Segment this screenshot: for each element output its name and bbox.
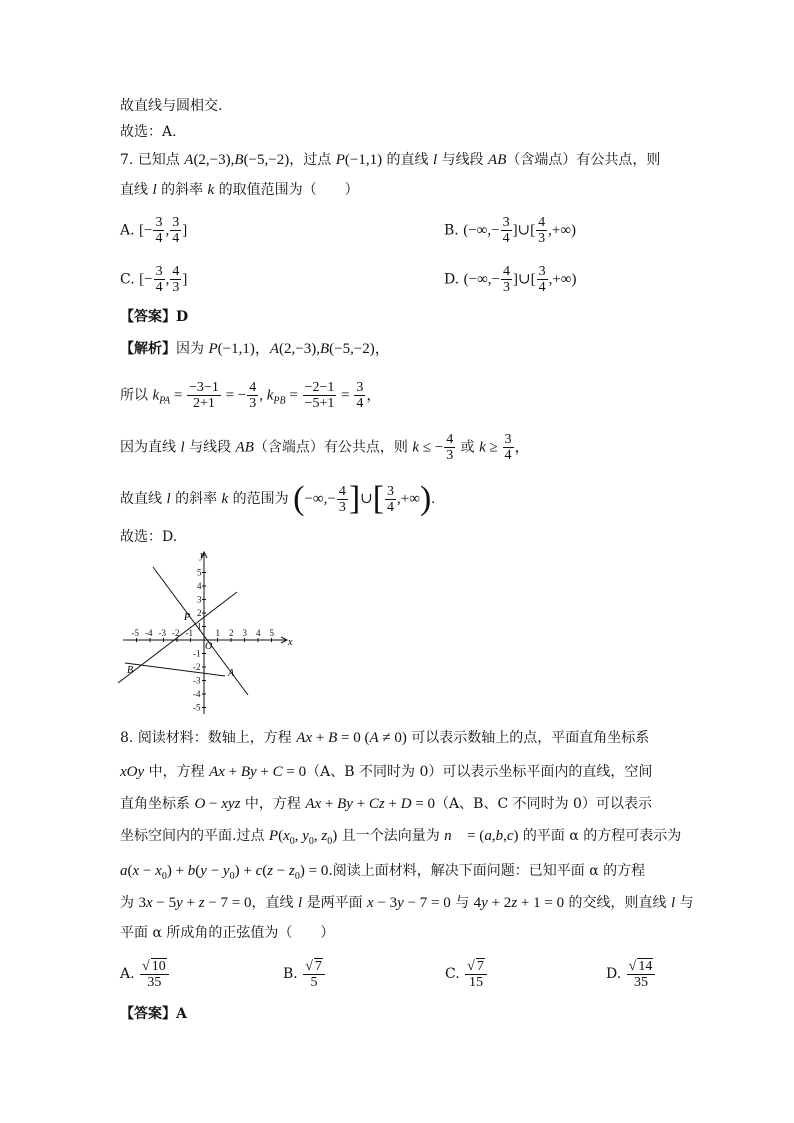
x-tick-label: -4 [145, 628, 153, 638]
point-b-label: B [127, 665, 134, 676]
q7-number: 7. [120, 152, 138, 168]
q7-analysis-line4: 故直线 l 的斜率 k 的范围为 (−∞,− $\frac{4}{3}$ ]∪[ $\frac{3}{4}$ ,+∞). [120, 480, 436, 517]
q8-l4b: 且一个法向量为 [337, 828, 445, 844]
q8-option-b: B. $\frac{√ 7}{5}$ [283, 958, 326, 990]
q7-analysis-3d: 或 [456, 439, 480, 456]
prev-solution-line2: 故选：A. [120, 124, 177, 140]
q7-stem-d: 与线段 [437, 152, 489, 168]
q7-stem-b: ，过点 [289, 152, 336, 168]
y-tick-label: -5 [193, 702, 201, 713]
q7-answer: 【答案】D [120, 309, 189, 325]
segment-ab [125, 663, 225, 676]
q7-stem-e: （含端点）有公共点，则 [506, 152, 661, 168]
q8-option-d: D. $\frac{√ 14}{35}$ [606, 958, 656, 990]
q7-stem-c: 的直线 [382, 152, 433, 168]
q8-line7: 平面 α 所成角的正弦值为（ ） [120, 925, 335, 941]
y-tick-label: 5 [197, 567, 202, 578]
q7-stem-a: 已知点 [137, 152, 185, 168]
point-p-label: P [184, 612, 191, 623]
q7-conclusion: 故选：D. [120, 529, 178, 545]
y-tick-label: -3 [193, 675, 201, 686]
q8-line1: 8. 阅读材料：数轴上，方程 Ax + B = 0 (A ≠ 0) 可以表示数轴上的点，平面直角坐标系 [120, 730, 650, 746]
q7-stem-line1: 7. 已知点 A(2,−3),B(−5,−2)，过点 P(−1,1) 的直线 l 与线段 AB（含端点）有公共点，则 [120, 152, 661, 168]
y-tick-label: 3 [197, 594, 202, 605]
y-tick-label: -1 [193, 648, 201, 659]
x-tick-label: 5 [269, 628, 274, 638]
x-tick-label: 3 [242, 628, 247, 638]
q7-option-b: B. (−∞,− $\frac{3}{4}$ ]∪[ $\frac{4}{3}$ ,+∞) [444, 215, 577, 246]
y-axis-label: y [200, 550, 205, 561]
q8-option-a-label: A. [120, 966, 140, 982]
q7-option-c: C. [− $\frac{3}{4}$ , $\frac{4}{3}$ ] [120, 264, 188, 295]
q8-answer: 【答案】A [120, 1006, 187, 1022]
q7-analysis-1: 因为 [176, 341, 209, 357]
q8-option-d-label: D. [606, 966, 626, 982]
x-tick-label: -2 [172, 628, 180, 638]
q7-analysis-3c: （含端点）有公共点，则 [253, 439, 413, 456]
q7-analysis-3b: 与线段 [184, 439, 236, 456]
q8-l6b: ，直线 [251, 895, 298, 911]
q8-line6: 为 3x − 5y + z − 7 = 0，直线 l 是两平面 x − 3y − 7 = 0 与 4y + 2z + 1 = 0 的交线，则直线 l 与 [120, 895, 694, 911]
q8-l1a: 阅读材料：数轴上，方程 [137, 730, 297, 746]
q8-l5b: .阅读上面材料，解决下面问题：已知平面 α 的方程 [328, 863, 646, 879]
q8-option-c-label: C. [445, 966, 465, 982]
q8-line3: 直角坐标系 O − xyz 中，方程 Ax + By + Cz + D = 0（A、B、C 不同时为 0）可以表示 [120, 796, 652, 812]
q7-analysis-line1: 【解析】因为 P(−1,1)，A(2,−3),B(−5,−2)， [120, 341, 390, 357]
q7-analysis-line2: 所以 $k_{PA}$ = $\frac{-3-1}{2+1}$ = − $\frac{4}{3}$ , $k_{PB}$ = $\frac{-2-1}{-5+1}$ = $\frac{3}{4}$ ， [120, 380, 382, 411]
q8-option-b-label: B. [283, 966, 303, 982]
q7-analysis-4b: 的斜率 [170, 491, 222, 507]
x-tick-label: -3 [158, 628, 166, 638]
q7-option-a-label: A. [120, 222, 140, 239]
q8-l2c: （A、B 不同时为 0）可以表示坐标平面内的直线，空间 [306, 764, 653, 780]
q8-l6d: 与 [450, 895, 474, 911]
point-a-label: A [228, 668, 235, 679]
q8-l3a: 直角坐标系 [120, 796, 195, 812]
q7-analysis-4a: 故直线 [120, 491, 167, 507]
q7-points-math: A [184, 152, 194, 168]
q7-analysis-3a: 因为直线 [120, 439, 181, 456]
q7-stem-line2-c: 的取值范围为（ ） [214, 182, 359, 198]
q7-graph [115, 548, 295, 718]
q8-line5: $a(x - x_0) + b(y - y_0) + c(z - z_0) = 0$.阅读上面材料，解决下面问题：已知平面 α 的方程 [120, 863, 646, 882]
q8-l4c: 的平面 α 的方程可表示为 [518, 828, 682, 844]
q8-l3b: 中，方程 [240, 796, 306, 812]
q7-option-d-label: D. [444, 271, 464, 288]
q8-l1b: 可以表示数轴上的点，平面直角坐标系 [406, 730, 650, 746]
q7-analysis-4c: 的范围为 [228, 491, 294, 507]
q8-l6a: 为 [120, 895, 139, 911]
q8-option-c: C. $\frac{√ 7}{15}$ [445, 958, 488, 990]
x-tick-label: 4 [256, 628, 261, 638]
x-tick-label: -5 [131, 628, 139, 638]
q8-l6f: 与 [675, 895, 694, 911]
y-tick-label: -2 [193, 662, 201, 672]
y-tick-label: -4 [193, 689, 201, 699]
x-tick-label: 1 [215, 628, 220, 638]
y-tick-label: 1 [197, 621, 202, 632]
q7-analysis-label: 【解析】 [120, 341, 176, 357]
y-tick-label: 2 [197, 608, 202, 618]
q7-analysis-2a: 所以 [120, 387, 153, 404]
q7-option-b-label: B. [444, 222, 464, 239]
q8-l3c: （A、B、C 不同时为 0）可以表示 [435, 796, 652, 812]
x-tick-label: 2 [229, 628, 234, 638]
q7-option-c-label: C. [120, 271, 140, 288]
q7-stem-line2: 直线 l 的斜率 k 的取值范围为（ ） [120, 182, 359, 198]
q8-line2: xOy 中，方程 Ax + By + C = 0（A、B 不同时为 0）可以表示坐标平面内的直线，空间 [120, 764, 653, 780]
q8-l4a: 坐标空间内的平面.过点 [120, 828, 269, 844]
q8-option-a: A. $\frac{√ 10}{35}$ [120, 958, 170, 990]
origin-label: O [205, 641, 213, 652]
q8-l2b: 中，方程 [144, 764, 210, 780]
q7-stem-line2-b: 的斜率 [156, 182, 208, 198]
x-axis-label: x [288, 637, 293, 648]
q8-l6c: 是两平面 [302, 895, 368, 911]
q7-stem-line2-a: 直线 [120, 182, 153, 198]
q8-number: 8. [120, 730, 138, 746]
q7-analysis-line3: 因为直线 l 与线段 AB（含端点）有公共点，则 k ≤ − $\frac{4}{3}$ 或 k ≥ $\frac{3}{4}$ ， [120, 432, 530, 463]
y-tick-label: 4 [197, 581, 202, 591]
q8-l6e: 的交线，则直线 [564, 895, 671, 911]
q8-line4: 坐标空间内的平面.过点 $P(x_0$, $y_0$, $z_0$) 且一个法向量为 n⃗ = (a,b,c) 的平面 α 的方程可表示为 [120, 828, 682, 847]
q7-option-a: A. [− $\frac{3}{4}$ , $\frac{3}{4}$ ] [120, 215, 188, 246]
q7-option-d: D. (−∞,− $\frac{4}{3}$ ]∪[ $\frac{3}{4}$ ,+∞) [444, 264, 577, 295]
prev-solution-line1: 故直线与圆相交. [120, 98, 223, 114]
x-tick-label: -1 [185, 628, 193, 638]
